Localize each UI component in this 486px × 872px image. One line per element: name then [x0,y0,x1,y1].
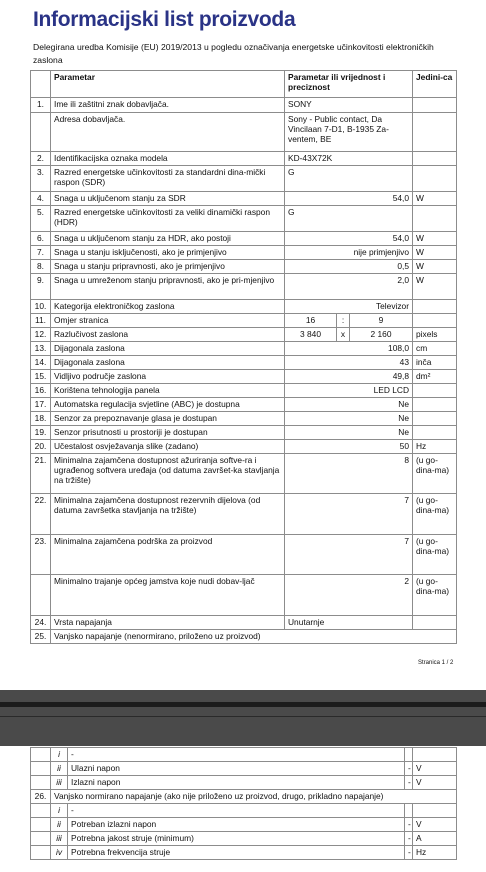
row-label: Minimalna zajamčena podrška za proizvod [51,535,285,575]
table-row [31,300,457,314]
row-value [405,804,413,818]
row-value: G [285,206,413,232]
row-number: 12. [31,328,51,342]
row-number [31,832,51,846]
table-row [31,206,457,232]
row-label: Razred energetske učinkovitosti za standardni dina-mički raspon (SDR) [51,166,285,192]
row-value: - [405,818,413,832]
row-value: Ne [285,412,413,426]
table-row [31,260,457,274]
row-label: Dijagonala zaslona [51,356,285,370]
page-separator-line [0,716,486,717]
table-row [31,314,457,328]
row-unit [413,152,457,166]
row-value: - [405,832,413,846]
row-unit: Hz [413,440,457,454]
table-row [31,356,457,370]
row-unit: W [413,260,457,274]
table-row [31,494,457,535]
table-row [31,232,457,246]
row-unit [413,616,457,630]
table-row [31,790,457,804]
row-number: 15. [31,370,51,384]
row-unit [413,398,457,412]
table-row [31,818,457,832]
row-number: 5. [31,206,51,232]
row-label: - [68,804,405,818]
row-number: 25. [31,630,51,644]
row-sub-number: i [51,748,68,762]
table-row [31,776,457,790]
row-sub-number: iv [51,846,68,860]
row-value: 7 [285,535,413,575]
row-label: Minimalna zajamčena dostupnost ažuriranja softve-ra i ugrađenog softvera uređaja (od datuma završet-ka stavljanja na tržište) [51,454,285,494]
resolution-width: 3 840 [285,328,337,342]
table-row [31,804,457,818]
row-number: 22. [31,494,51,535]
table-row [31,846,457,860]
row-label: Snaga u stanju pripravnosti, ako je primjenjivo [51,260,285,274]
row-unit: V [413,776,457,790]
row-sub-number: iii [51,776,68,790]
row-unit: W [413,232,457,246]
row-unit [413,300,457,314]
row-label: Automatska regulacija svjetline (ABC) je dostupna [51,398,285,412]
row-label: Potreban izlazni napon [68,818,405,832]
row-value: 54,0 [285,232,413,246]
table-row [31,98,457,113]
table-row [31,748,457,762]
row-value: - [405,846,413,860]
row-sub-number: i [51,804,68,818]
row-unit: V [413,818,457,832]
row-value: 54,0 [285,192,413,206]
row-unit [413,412,457,426]
row-value: 8 [285,454,413,494]
row-unit [413,748,457,762]
table-row [31,575,457,616]
row-number [31,846,51,860]
row-unit: (u go-dina-ma) [413,575,457,616]
table-row [31,440,457,454]
aspect-width: 16 [285,314,337,328]
table-row [31,113,457,152]
row-number [31,575,51,616]
row-number: 3. [31,166,51,192]
row-value: 108,0 [285,342,413,356]
row-number: 21. [31,454,51,494]
row-value: G [285,166,413,192]
row-value: LED LCD [285,384,413,398]
resolution-separator: x [337,328,350,342]
aspect-separator: : [337,314,350,328]
row-number [31,762,51,776]
row-label: Snaga u umreženom stanju pripravnosti, ako je pri-mjenjivo [51,274,285,300]
row-unit: cm [413,342,457,356]
row-label: Ime ili zaštitni znak dobavljača. [51,98,285,113]
page-number: Stranica 1 / 2 [418,660,454,666]
table-row [31,535,457,575]
header-unit: Jedini-ca [413,71,457,98]
row-unit: W [413,192,457,206]
row-unit [413,206,457,232]
page-separator-band [0,702,486,707]
document-subtitle: Delegirana uredba Komisije (EU) 2019/2013 u pogledu označivanja energetske učinkovitosti elektroničkih zaslona [33,42,434,65]
resolution-height: 2 160 [350,328,413,342]
row-unit [413,166,457,192]
row-label: Senzor za prepoznavanje glasa je dostupan [51,412,285,426]
row-number: 8. [31,260,51,274]
table-row [31,274,457,300]
row-number: 14. [31,356,51,370]
row-label: - [68,748,405,762]
row-number [31,748,51,762]
row-number: 6. [31,232,51,246]
document-title: Informacijski list proizvoda [33,8,296,31]
row-number: 26. [31,790,51,804]
row-label: Ulazni napon [68,762,405,776]
row-number: 4. [31,192,51,206]
row-unit: W [413,274,457,300]
row-label: Minimalna zajamčena dostupnost rezervnih dijelova (od datuma završetka stavljanja na tržište) [51,494,285,535]
table-row [31,152,457,166]
row-unit: dm² [413,370,457,384]
row-number: 1. [31,98,51,113]
table-row [31,328,457,342]
row-sub-number: ii [51,762,68,776]
table-header-row [31,71,457,98]
row-value: Ne [285,398,413,412]
row-label: Dijagonala zaslona [51,342,285,356]
row-label: Senzor prisutnosti u prostoriji je dostupan [51,426,285,440]
row-number [31,113,51,152]
row-label: Kategorija elektroničkog zaslona [51,300,285,314]
row-unit: (u go-dina-ma) [413,535,457,575]
row-label: Vidljivo područje zaslona [51,370,285,384]
table-row [31,192,457,206]
row-value: 2 [285,575,413,616]
table-row [31,630,457,644]
row-number [31,818,51,832]
row-number: 7. [31,246,51,260]
row-label: Potrebna frekvencija struje [68,846,405,860]
header-value: Parametar ili vrijednost i preciznost [285,71,413,98]
table-row [31,166,457,192]
row-unit: (u go-dina-ma) [413,454,457,494]
row-label: Izlazni napon [68,776,405,790]
row-number: 13. [31,342,51,356]
row-unit: Hz [413,846,457,860]
row-unit [413,804,457,818]
table-row [31,246,457,260]
row-sub-number: ii [51,818,68,832]
row-unit: inča [413,356,457,370]
row-number: 18. [31,412,51,426]
row-value: 2,0 [285,274,413,300]
row-value: KD-43X72K [285,152,413,166]
row-unit: A [413,832,457,846]
product-info-table [30,70,457,644]
page-separator [0,690,486,746]
row-unit [413,113,457,152]
row-number: 17. [31,398,51,412]
row-number [31,776,51,790]
row-value: Sony - Public contact, Da Vincilaan 7-D1, B-1935 Za-ventem, BE [285,113,413,152]
header-num-cell [31,71,51,98]
table-row [31,342,457,356]
row-number: 11. [31,314,51,328]
row-number: 2. [31,152,51,166]
row-label: Razlučivost zaslona [51,328,285,342]
row-value [405,748,413,762]
table-row [31,616,457,630]
row-unit [413,98,457,113]
row-value: 0,5 [285,260,413,274]
power-supply-table [30,747,457,860]
row-number: 19. [31,426,51,440]
document-page-2 [0,746,486,872]
row-label: Razred energetske učinkovitosti za veliki dinamički raspon (HDR) [51,206,285,232]
row-number: 20. [31,440,51,454]
row-value: - [405,776,413,790]
table-row [31,384,457,398]
table-row [31,832,457,846]
row-number: 23. [31,535,51,575]
row-sub-number: iii [51,832,68,846]
row-unit: V [413,762,457,776]
row-value: 50 [285,440,413,454]
row-value: Unutarnje [285,616,413,630]
row-number: 24. [31,616,51,630]
row-value: 43 [285,356,413,370]
row-unit: (u go-dina-ma) [413,494,457,535]
table-row [31,398,457,412]
row-label: Vanjsko napajanje (nenormirano, priloženo uz proizvod) [51,630,457,644]
row-value: 7 [285,494,413,535]
table-row [31,454,457,494]
row-value: 49,8 [285,370,413,384]
row-unit: W [413,246,457,260]
table-row [31,426,457,440]
row-value: nije primjenjivo [285,246,413,260]
row-label: Potrebna jakost struje (minimum) [68,832,405,846]
row-value: SONY [285,98,413,113]
row-label: Identifikacijska oznaka modela [51,152,285,166]
row-number: 16. [31,384,51,398]
row-value: Televizor [285,300,413,314]
row-label: Vrsta napajanja [51,616,285,630]
row-unit [413,426,457,440]
header-parameter: Parametar [51,71,285,98]
row-label: Učestalost osvježavanja slike (zadano) [51,440,285,454]
row-label: Omjer stranica [51,314,285,328]
row-value: - [405,762,413,776]
row-number: 10. [31,300,51,314]
table-row [31,370,457,384]
row-label: Minimalno trajanje općeg jamstva koje nudi dobav-ljač [51,575,285,616]
row-unit [413,384,457,398]
aspect-height: 9 [350,314,413,328]
table-row [31,762,457,776]
row-number: 9. [31,274,51,300]
table-row [31,412,457,426]
row-label: Snaga u uključenom stanju za SDR [51,192,285,206]
row-label: Snaga u uključenom stanju za HDR, ako postoji [51,232,285,246]
row-number [31,804,51,818]
row-unit [413,314,457,328]
row-label: Vanjsko normirano napajanje (ako nije priloženo uz proizvod, drugo, prikladno napajanje) [51,790,457,804]
row-value: Ne [285,426,413,440]
row-label: Korištena tehnologija panela [51,384,285,398]
row-label: Snaga u stanju isključenosti, ako je primjenjivo [51,246,285,260]
row-unit: pixels [413,328,457,342]
row-label: Adresa dobavljača. [51,113,285,152]
